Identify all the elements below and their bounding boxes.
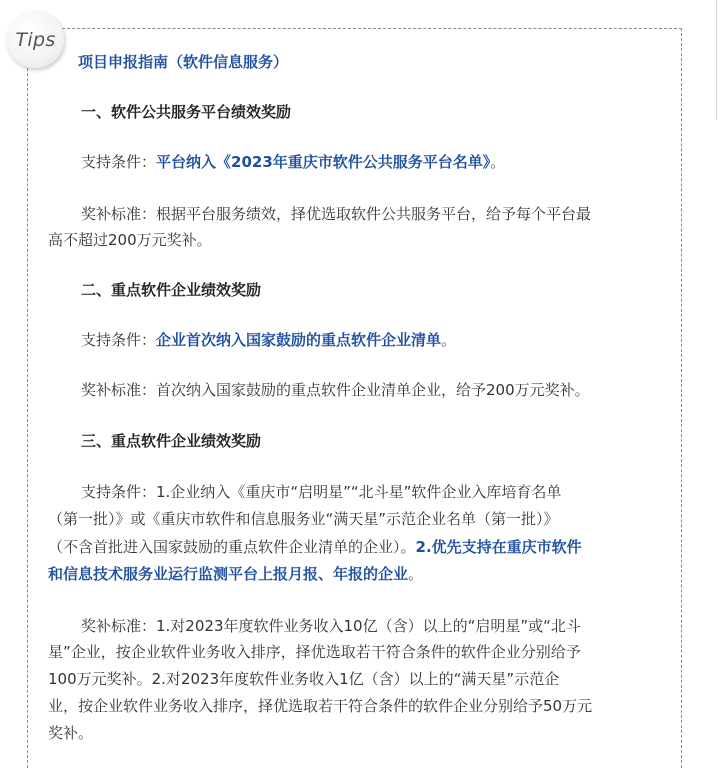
section-2-reward: 奖补标准：首次纳入国家鼓励的重点软件企业清单企业，给予200万元奖补。 xyxy=(81,381,590,399)
section-3-support-line-4 xyxy=(48,564,423,584)
section-3-reward-line-5: 奖补。 xyxy=(48,724,94,742)
page-title: 项目申报指南（软件信息服务） xyxy=(78,53,289,71)
section-2-support-label: 支持条件： xyxy=(81,331,157,349)
guide-card xyxy=(27,28,682,768)
section-3-support-line-3-blue: 2.优先支持在重庆市软件 xyxy=(415,538,582,556)
section-3-reward-line-4: 业，按企业软件业务收入排序，择优选取若干符合条件的软件企业分别给予50万元 xyxy=(48,697,593,715)
tips-badge xyxy=(7,11,64,68)
section-3-support-line-4-blue: 和信息技术服务业运行监测平台上报月报、年报的企业 xyxy=(48,565,409,583)
section-3-support-line-4-end: 。 xyxy=(408,565,424,583)
section-2-heading: 二、重点软件企业绩效奖励 xyxy=(81,281,262,299)
section-1-reward-line-1: 奖补标准：根据平台服务绩效，择优选取软件公共服务平台，给予每个平台最 xyxy=(81,205,592,223)
section-3-reward-line-1: 奖补标准：1.对2023年度软件业务收入10亿（含）以上的“启明星”或“北斗 xyxy=(81,617,581,635)
section-3-support-line-2: （第一批）》或《重庆市软件和信息服务业“满天星”示范企业名单（第一批）》 xyxy=(48,510,559,528)
section-1-heading: 一、软件公共服务平台绩效奖励 xyxy=(81,103,292,121)
scrollbar-edge xyxy=(716,0,717,120)
section-1-support-label: 支持条件： xyxy=(81,153,157,171)
section-3-support-line-3-plain: （不含首批进入国家鼓励的重点软件企业清单的企业）。 xyxy=(48,538,416,556)
section-1-support-end: 。 xyxy=(490,153,506,171)
tips-label: Tips xyxy=(15,28,56,51)
section-2-support-text: 企业首次纳入国家鼓励的重点软件企业清单 xyxy=(156,331,442,349)
section-3-reward-line-2: 星”企业，按企业软件业务收入排序，择优选取若干符合条件的软件企业分别给予 xyxy=(48,643,581,661)
section-3-support-line-1: 支持条件：1.企业纳入《重庆市“启明星”“北斗星”软件企业入库培育名单 xyxy=(81,483,562,501)
section-2-support xyxy=(81,330,456,350)
section-1-support-text: 平台纳入《2023年重庆市软件公共服务平台名单》 xyxy=(156,153,491,171)
section-3-reward-line-3: 100万元奖补。2.对2023年度软件业务收入1亿（含）以上的“满天星”示范企 xyxy=(48,670,560,688)
section-2-support-end: 。 xyxy=(441,331,457,349)
section-3-support-line-3 xyxy=(48,537,582,557)
section-1-reward-line-2: 高不超过200万元奖补。 xyxy=(48,231,212,249)
section-1-support xyxy=(81,152,505,172)
section-3-heading: 三、重点软件企业绩效奖励 xyxy=(81,432,262,450)
